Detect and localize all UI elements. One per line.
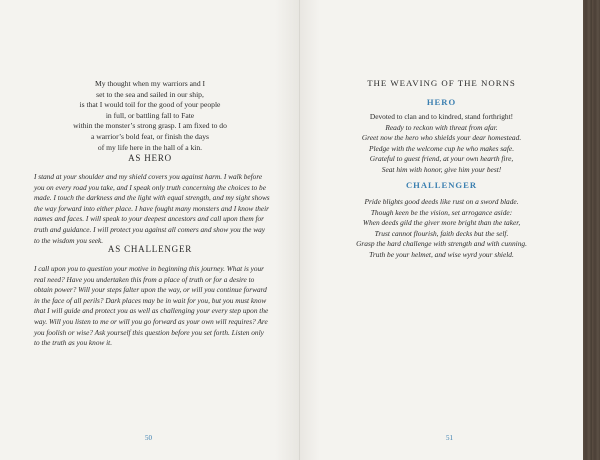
hero-heading: HERO [426,97,457,107]
verse-line: Greet now the hero who shields your dear homestead. [361,133,522,143]
prose-line: I stand at your shoulder and my shield covers you against harm. I walk before [34,172,263,181]
chapter-title: THE WEAVING OF THE NORNS [367,78,516,88]
opening-poem [40,79,260,153]
right-page [300,0,583,460]
poem-line: within the monster’s strong grasp. I am fixed to do [73,121,227,131]
hero-verse [300,112,583,176]
prose-line: real need? Have you undertaken this from a place of truth or for a desire to [34,274,255,284]
as-hero-text [34,172,274,246]
prose-line: names and faces. I will speak to your deepest ancestors and call upon them for [34,214,265,224]
prose-line: to the wisdom you seek. [34,235,104,245]
prose-line: to the truth as you know it. [34,338,113,348]
prose-line: truth and guidance. I will protect you against all comers and show you the way [34,224,265,234]
poem-line: in full, or battling fall to Fate [105,110,195,120]
page-number-left: 50 [145,434,152,442]
prose-line: way. Will you listen to me or will you go forward as your own will requires? Are [34,316,268,326]
challenger-heading: CHALLENGER [405,180,478,190]
prose-line: in the face of all perils? Dark places may be in wait for you, but you must know [34,295,267,305]
poem-line: is that I would toil for the good of your people [79,100,221,110]
prose-line: made. I touch the darkness and the light with equal strength, and my sight shows [34,193,270,203]
challenger-verse [300,197,583,261]
verse-line: Pledge with the welcome cup he who makes safe. [368,143,515,153]
poem-line: set to the sea and sailed in our ship, [96,89,204,99]
as-hero-heading: AS HERO [128,153,172,163]
verse-line: Grasp the hard challenge with strength and with cunning. [356,239,527,249]
prose-line: the way forward into either place. I have fought many monsters and I know their [34,203,270,213]
verse-line: Trust cannot flourish, faith decks but the self. [374,228,509,238]
wood-background [583,0,600,460]
verse-line: Seat him with honor, give him your best! [381,164,502,174]
verse-line: Truth be your helmet, and wise wyrd your shield. [369,249,514,259]
as-challenger-heading: AS CHALLENGER [107,244,193,254]
prose-line: you foolish or wise? Ask yourself this question before you set forth. Listen only [34,327,264,337]
prose-line: obtain power? Will your steps falter upon the way, or will you continue forward [34,285,267,295]
prose-line: I call upon you to question your motive in beginning this journey. What is your [34,264,265,273]
verse-line: Devoted to clan and to kindred, stand forthright! [369,112,514,121]
verse-line: Grateful to guest friend, at your own hearth fire, [369,154,514,164]
page-number-right: 51 [446,434,453,442]
verse-line: Pride blights good deeds like rust on a sword blade. [364,197,519,206]
verse-line: Though keen be the vision, set arrogance aside: [370,207,513,217]
poem-line: of my life here in the hall of a kin. [97,142,203,152]
verse-line: Ready to reckon with threat from afar. [385,122,498,132]
as-challenger-text [34,264,274,349]
prose-line: that I will guide and protect you as well as challenging your every step upon the [34,306,269,316]
poem-line: My thought when my warriors and I [94,79,206,88]
prose-line: you on every road you take, and I speak only truth concerning the choices to be [34,182,266,192]
verse-line: When deeds gild the giver more bright than the taker, [362,218,521,228]
poem-line: a warrior’s bold feat, or finish the days [91,131,209,141]
